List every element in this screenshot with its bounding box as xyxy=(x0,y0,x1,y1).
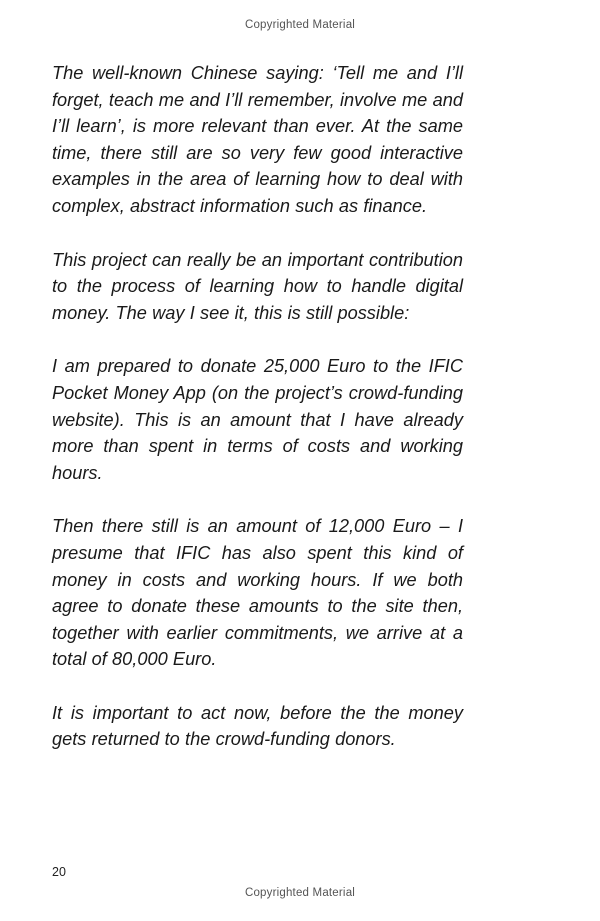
page-body xyxy=(52,60,463,753)
paragraph-donation-offer: I am prepared to donate 25,000 Euro to the IFIC Pocket Money App (on the project’s crowd-funding website). This is an amount that I have already more than spent in terms of costs and working hours. xyxy=(52,356,463,483)
paragraph-project-contribution: This project can really be an important contribution to the process of learning how to handle digital money. The way I see it, this is still possible: xyxy=(52,249,463,323)
paragraph-remaining-amount: Then there still is an amount of 12,000 Euro – I presume that IFIC has also spent this kind of money in costs and working hours. If we both agree to donate these amounts to the site then, together with earlier commitments, we arrive at a total of 80,000 Euro. xyxy=(52,516,463,670)
paragraph-chinese-saying: The well-known Chinese saying: ‘Tell me and I’ll forget, teach me and I’ll remember, involve me and I’ll learn’, is more relevant than ever. At the same time, there still are so very few good interactive examples in the area of learning how to deal with complex, abstract information such as finance. xyxy=(52,63,463,216)
page-number: 20 xyxy=(52,865,66,879)
copyright-header: Copyrighted Material xyxy=(244,19,356,31)
paragraph-act-now: It is important to act now, before the the money gets returned to the crowd-funding donors. xyxy=(52,702,463,750)
copyright-footer: Copyrighted Material xyxy=(244,887,356,899)
